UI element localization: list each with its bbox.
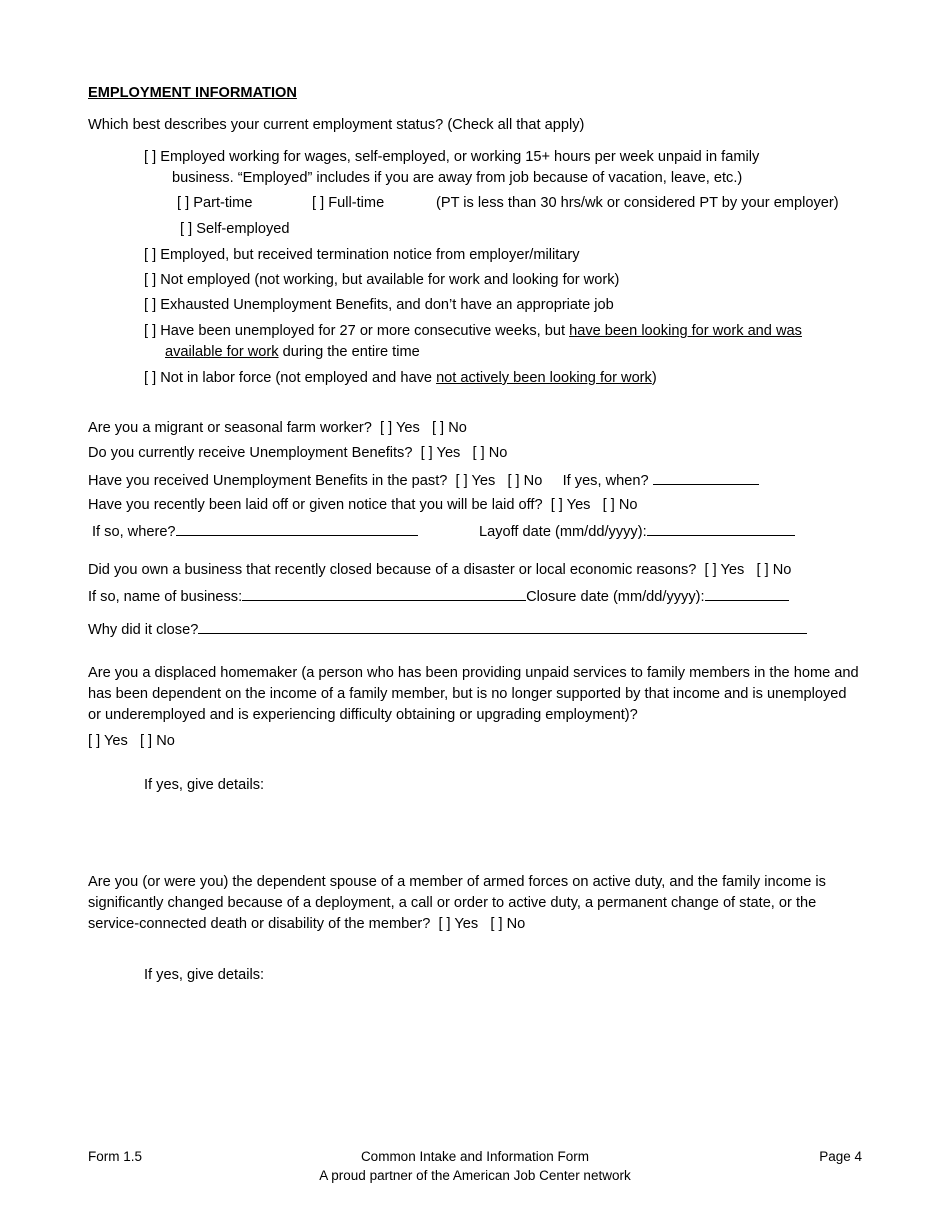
- termination-label: Employed, but received termination notice from employer/military: [160, 247, 580, 263]
- if-so-where-label: If so, where?: [92, 524, 176, 540]
- full-time-label: Full-time: [328, 195, 385, 211]
- checkbox[interactable]: [ ]: [177, 195, 190, 211]
- layoff-date-input-line[interactable]: [647, 520, 795, 536]
- checkbox[interactable]: [ ]: [144, 149, 157, 165]
- spouse-details-label: If yes, give details:: [144, 967, 265, 983]
- layoff-date-row: [479, 520, 795, 542]
- why-closed-label: Why did it close?: [88, 622, 199, 638]
- long-unemployed-line2: [165, 342, 420, 362]
- not-in-labor-underlined: not actively been looking for work: [436, 370, 652, 386]
- homemaker-yes-no: [88, 731, 175, 751]
- option-employed[interactable]: [144, 147, 759, 167]
- checkbox[interactable]: [ ]: [312, 195, 325, 211]
- checkbox-yes[interactable]: [ ] Yes: [380, 420, 420, 436]
- checkbox[interactable]: [ ]: [144, 247, 157, 263]
- option-employed-label-line2: business. “Employed” includes if you are away from job because of vacation, leave, etc.): [172, 170, 743, 186]
- where-input-line[interactable]: [176, 520, 418, 536]
- option-full-time[interactable]: [312, 193, 384, 213]
- checkbox[interactable]: [ ]: [144, 297, 157, 313]
- option-termination-notice[interactable]: [144, 245, 580, 265]
- if-yes-when-label: If yes, when?: [562, 473, 649, 489]
- checkbox[interactable]: [ ]: [180, 221, 193, 237]
- not-employed-label: Not employed (not working, but available for work and looking for work): [160, 272, 620, 288]
- question-past-unemployment: [88, 469, 759, 491]
- past-ui-label: Have you received Unemployment Benefits in the past?: [88, 473, 448, 489]
- long-unemployed-underlined-2: available for work: [165, 344, 279, 360]
- checkbox-yes[interactable]: [ ] Yes: [88, 733, 128, 749]
- option-self-employed[interactable]: [180, 219, 290, 239]
- business-name-label: If so, name of business:: [88, 589, 243, 605]
- layoff-where-row: [92, 520, 418, 542]
- why-closed-row: [88, 618, 807, 640]
- business-name-row: [88, 585, 789, 607]
- spouse-label: Are you (or were you) the dependent spouse of a member of armed forces on active duty, and the family income is significantly changed because of a deployment, a call or order to active duty, a permanent change of state, or the service-connected death or disability of the member?: [88, 874, 826, 932]
- option-part-time[interactable]: [177, 193, 252, 213]
- question-business-closed: [88, 560, 791, 580]
- long-unemployed-suffix: during the entire time: [278, 344, 420, 360]
- footer-page-number: Page 4: [819, 1149, 862, 1164]
- checkbox-no[interactable]: [ ] No: [472, 445, 508, 461]
- closure-date-input-line[interactable]: [705, 585, 789, 601]
- question-receive-unemployment: [88, 443, 507, 463]
- option-employed-label: Employed working for wages, self-employed, or working 15+ hours per week unpaid in family: [160, 149, 760, 165]
- option-not-in-labor-force[interactable]: [144, 368, 657, 388]
- option-not-employed[interactable]: [144, 270, 619, 290]
- part-time-label: Part-time: [193, 195, 253, 211]
- footer-form-number: Form 1.5: [88, 1149, 143, 1164]
- footer-title: Common Intake and Information Form: [360, 1149, 590, 1164]
- checkbox[interactable]: [ ]: [144, 323, 157, 339]
- long-unemployed-underlined: have been looking for work and was: [569, 323, 802, 339]
- receive-ui-label: Do you currently receive Unemployment Benefits?: [88, 445, 413, 461]
- closure-date-label: Closure date (mm/dd/yyyy):: [526, 589, 705, 605]
- checkbox-no[interactable]: [ ] No: [490, 916, 526, 932]
- self-employed-label: Self-employed: [196, 221, 290, 237]
- question-military-spouse: [88, 872, 863, 935]
- checkbox-yes[interactable]: [ ] Yes: [420, 445, 461, 461]
- checkbox[interactable]: [ ]: [144, 272, 157, 288]
- exhausted-label: Exhausted Unemployment Benefits, and don’t have an appropriate job: [160, 297, 614, 313]
- question-laid-off: [88, 495, 638, 515]
- laid-off-label: Have you recently been laid off or given notice that you will be laid off?: [88, 497, 543, 513]
- layoff-date-label: Layoff date (mm/dd/yyyy):: [479, 524, 647, 540]
- long-unemployed-label: Have been unemployed for 27 or more consecutive weeks, but: [160, 323, 570, 339]
- checkbox-yes[interactable]: [ ] Yes: [704, 562, 745, 578]
- pt-note: (PT is less than 30 hrs/wk or considered PT by your employer): [436, 195, 839, 211]
- checkbox-no[interactable]: [ ] No: [602, 497, 638, 513]
- not-in-labor-suffix: ): [651, 370, 657, 386]
- employment-status-question: Which best describes your current employment status? (Check all that apply): [88, 117, 585, 133]
- when-input-line[interactable]: [653, 469, 759, 485]
- homemaker-details-label: If yes, give details:: [144, 777, 265, 793]
- option-exhausted-benefits[interactable]: [144, 295, 614, 315]
- checkbox-no[interactable]: [ ] No: [507, 473, 543, 489]
- section-title: EMPLOYMENT INFORMATION: [88, 85, 297, 101]
- checkbox-yes[interactable]: [ ] Yes: [438, 916, 479, 932]
- checkbox-yes[interactable]: [ ] Yes: [550, 497, 591, 513]
- checkbox-no[interactable]: [ ] No: [431, 420, 467, 436]
- migrant-label: Are you a migrant or seasonal farm worker?: [88, 420, 372, 436]
- business-name-input-line[interactable]: [242, 585, 526, 601]
- footer-subtitle: A proud partner of the American Job Center network: [319, 1168, 631, 1183]
- not-in-labor-label: Not in labor force (not employed and have: [160, 370, 437, 386]
- checkbox-yes[interactable]: [ ] Yes: [455, 473, 496, 489]
- question-migrant: [88, 418, 467, 438]
- checkbox[interactable]: [ ]: [144, 370, 157, 386]
- question-displaced-homemaker: Are you a displaced homemaker (a person who has been providing unpaid services to family members in the home and has been dependent on the income of a family member, but is no longer supported by that income and is unemployed or underemployed and is experiencing difficulty obtaining or upgrading employment)?: [88, 665, 859, 723]
- business-closed-label: Did you own a business that recently closed because of a disaster or local economic reasons?: [88, 562, 697, 578]
- option-long-term-unemployed[interactable]: [144, 321, 802, 341]
- checkbox-no[interactable]: [ ] No: [139, 733, 175, 749]
- checkbox-no[interactable]: [ ] No: [756, 562, 792, 578]
- why-closed-input-line[interactable]: [198, 618, 807, 634]
